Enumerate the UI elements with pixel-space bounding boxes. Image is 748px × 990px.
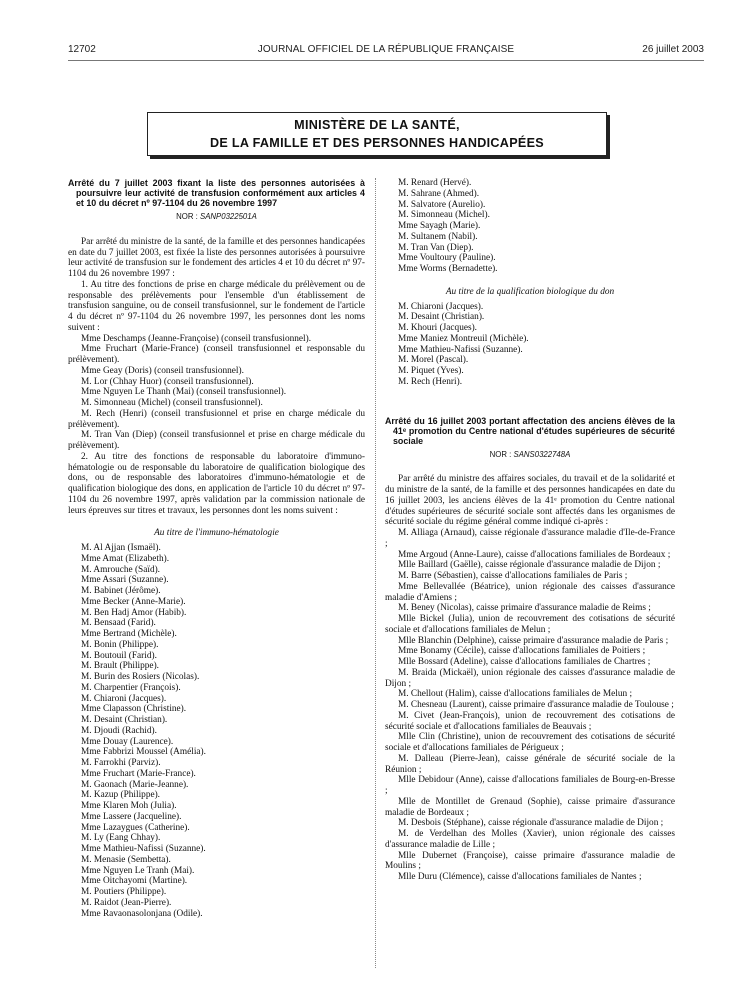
list-item: Mlle Blanchin (Delphine), caisse primaire d'assurance maladie de Paris ; — [398, 635, 669, 646]
list-item: Mlle Duru (Clémence), caisse d'allocations familiales de Nantes ; — [398, 872, 642, 882]
nor-code: SANS0322748A — [513, 449, 571, 459]
list-item: Mme Lassere (Jacqueline). — [81, 811, 182, 822]
list-item: Mme Fruchart (Marie-France). — [81, 768, 196, 779]
page-number: 12702 — [68, 44, 96, 55]
list-item: M. Al Ajjan (Ismaël). — [81, 543, 161, 553]
list-item: M. Chiaroni (Jacques). — [81, 693, 167, 704]
list-item: Mme Voultoury (Pauline). — [398, 253, 496, 264]
list-item: Mme Bellevallée (Béatrice), union régionale des caisses d'assurance maladie d'Amiens ; — [385, 581, 675, 603]
list-item: Mme Sayagh (Marie). — [398, 221, 481, 231]
list-item: M. Ly (Eang Chhay). — [81, 833, 161, 844]
list-item: Mlle Dubernet (Françoise), caisse primaire d'assurance maladie de Moulins ; — [385, 850, 675, 872]
list-item: M. Chesneau (Laurent), caisse primaire d'assurance maladie de Toulouse ; — [398, 700, 674, 710]
list-item: M. Farrokhi (Parviz). — [81, 758, 161, 768]
nor-reference — [385, 450, 675, 461]
list-item: M. Babinet (Jérôme). — [81, 586, 161, 596]
list-item: M. Chiaroni (Jacques). — [398, 301, 484, 312]
list-item: Mme Amat (Elizabeth). — [81, 553, 170, 564]
nor-reference — [68, 212, 365, 223]
list-item: M. Simonneau (Michel) (conseil transfusionnel). — [81, 398, 263, 408]
list-item: M. Alliaga (Arnaud), caisse régionale d'assurance maladie d'Ile-de-France ; — [385, 528, 675, 549]
list-item: M. Dalleau (Pierre-Jean), caisse générale de sécurité sociale de la Réunion ; — [385, 753, 675, 775]
arrete-intro: Par arrêté du ministre des affaires sociales, du travail et de la solidarité et du ministre de la santé, de la famille et des personnes handicapées en date du 16 juillet 2003, les anciens élèves de la 41ᵉ promotion du Centre national d'études supérieures de sécurité sociale sont affectés dans les organismes de sécurité sociale du régime général comme indiqué ci-après : — [385, 474, 675, 528]
list-item: Mme Argoud (Anne-Laure), caisse d'allocations familiales de Bordeaux ; — [398, 549, 671, 560]
left-column — [68, 178, 365, 919]
list-item: Mme Worms (Bernadette). — [398, 264, 498, 274]
list-item: Mme Lazaygues (Catherine). — [81, 822, 190, 833]
list-item: M. Menasie (Sembetta). — [81, 854, 171, 865]
immuno-list — [68, 543, 365, 919]
list-item: M. Boutouil (Farid). — [81, 650, 157, 661]
list-item: M. Desaint (Christian). — [398, 312, 485, 323]
list-item: M. Burin des Rosiers (Nicolas). — [81, 672, 200, 682]
list-item: Mme Ravaonasolonjana (Odile). — [81, 908, 203, 919]
list-item: M. Tran Van (Diep). — [398, 242, 474, 253]
list-item: Mme Nguyen Le Tranh (Mai). — [81, 865, 195, 876]
list-item: Mlle Debidour (Anne), caisse d'allocations familiales de Bourg-en-Bresse ; — [385, 775, 675, 796]
running-header — [68, 44, 704, 58]
list-item: Mme Fabbrizi Moussel (Amélia). — [81, 747, 206, 758]
list-item: M. Bonin (Philippe). — [81, 639, 159, 650]
list-item: Mme Deschamps (Jeanne-Françoise) (conseil transfusionnel). — [81, 333, 312, 344]
ministry-heading-box — [147, 112, 607, 156]
journal-title: JOURNAL OFFICIEL DE LA RÉPUBLIQUE FRANÇAISE — [257, 44, 515, 55]
list-item: M. Barre (Sébastien), caisse d'allocations familiales de Paris ; — [398, 571, 628, 581]
list-item: M. Morel (Pascal). — [398, 355, 469, 366]
list-item: M. Rech (Henri). — [398, 376, 463, 387]
section-1-intro: 1. Au titre des fonctions de prise en charge médicale du prélèvement ou de responsable des prélèvements pour l'ensemble d'un établissement de transfusion sanguine, ou de conseil transfusionnel, sur le fondement de l'article 4 du décret nº 97-1104 du 26 novembre 1997, les personnes dont les noms suivent : — [68, 279, 365, 333]
list-item: Mlle de Montillet de Grenaud (Sophie), caisse primaire d'assurance maladie de Bordeaux ; — [385, 796, 675, 818]
qualif-list — [385, 302, 675, 388]
list-item: M. Sultanem (Nabil). — [398, 231, 478, 242]
list-item: M. Poutiers (Philippe). — [81, 887, 167, 897]
list-item: Mme Bonamy (Cécile), caisse d'allocations familiales de Poitiers ; — [398, 646, 646, 657]
list-item: Mme Nguyen Le Thanh (Mai) (conseil transfusionnel). — [81, 387, 287, 398]
list-item: Mme Clapasson (Christine). — [81, 704, 187, 715]
list-item: M. Desbois (Stéphane), caisse régionale d'assurance maladie de Dijon ; — [398, 818, 664, 829]
list-item: M. Khouri (Jacques). — [398, 323, 478, 333]
list-item: M. Brault (Philippe). — [81, 661, 159, 672]
list-item: M. Beney (Nicolas), caisse primaire d'assurance maladie de Reims ; — [398, 603, 651, 614]
qualif-heading: Au titre de la qualification biologique du don — [445, 286, 615, 297]
list-item: Mlle Baillard (Gaëlle), caisse régionale d'assurance maladie de Dijon ; — [398, 560, 661, 571]
list-item: M. Gaonach (Marie-Jeanne). — [81, 779, 189, 790]
section-1-list — [68, 334, 365, 452]
arrete-intro: Par arrêté du ministre de la santé, de la famille et des personnes handicapées en date du 7 juillet 2003, est fixée la liste des personnes autorisées à poursuivre leur activité de transfusion sur le fondement des articles 4 et 10 du décret nº 97-1104 du 26 novembre 1997 : — [68, 236, 365, 279]
list-item: M. Simonneau (Michel). — [398, 210, 490, 221]
list-item: M. Chellout (Halim), caisse d'allocations familiales de Melun ; — [398, 689, 633, 700]
list-item: M. Desaint (Christian). — [81, 715, 168, 725]
list-item: M. Rech (Henri) (conseil transfusionnel et prise en charge médicale du prélèvement). — [68, 408, 365, 430]
ministry-title-line1: MINISTÈRE DE LA SANTÉ, — [294, 118, 460, 132]
list-item: Mme Klaren Moh (Julia). — [81, 801, 177, 811]
list-item: Mlle Bickel (Julia), union de recouvrement des cotisations de sécurité sociale et d'allocations familiales de Melun ; — [385, 614, 675, 635]
column-divider — [375, 178, 376, 968]
list-item: M. Ben Hadj Amor (Habib). — [81, 607, 187, 618]
list-item: Mme Oitchayomi (Martine). — [81, 876, 188, 887]
list-item: Mlle Clin (Christine), union de recouvrement des cotisations de sécurité sociale et d'allocations familiales de Périgueux ; — [385, 732, 675, 753]
list-item: Mme Fruchart (Marie-France) (conseil transfusionnel et responsable du prélèvement). — [68, 344, 365, 365]
nor-code: SANP0322501A — [200, 212, 257, 221]
list-item: M. Piquet (Yves). — [398, 366, 464, 376]
list-item: Mlle Bossard (Adeline), caisse d'allocations familiales de Chartres ; — [398, 657, 651, 667]
list-item: M. Bensaad (Farid). — [81, 618, 156, 629]
list-item: M. Salvatore (Aurelio). — [398, 199, 486, 210]
list-item: M. Charpentier (François). — [81, 682, 181, 693]
list-item: Mme Mathieu-Nafissi (Suzanne). — [81, 844, 206, 854]
list-item: M. Kazup (Philippe). — [81, 790, 161, 801]
ministry-title-line2: DE LA FAMILLE ET DES PERSONNES HANDICAPÉES — [209, 136, 544, 150]
list-item: M. Sahrane (Ahmed). — [398, 188, 480, 199]
list-item: M. de Verdelhan des Molles (Xavier), union régionale des caisses d'assurance maladie de Lille ; — [385, 829, 675, 850]
list-item: M. Djoudi (Rachid). — [81, 725, 157, 736]
list-item: M. Tran Van (Diep) (conseil transfusionnel et prise en charge médicale du prélèvement). — [68, 430, 365, 451]
list-item: M. Amrouche (Saïd). — [81, 564, 161, 575]
assignment-list — [385, 528, 675, 883]
issue-date: 26 juillet 2003 — [642, 44, 704, 55]
list-item: Mme Bertrand (Michèle). — [81, 629, 177, 639]
header-rule — [68, 60, 704, 61]
immuno-heading: Au titre de l'immuno-hématologie — [154, 528, 279, 539]
list-item: Mme Maniez Montreuil (Michèle). — [398, 333, 529, 344]
list-item: Mme Becker (Anne-Marie). — [81, 596, 186, 607]
list-item: M. Civet (Jean-François), union de recouvrement des cotisations de sécurité sociale et d'allocations familiales de Beauvais ; — [385, 710, 675, 732]
arrete-title: Arrêté du 16 juillet 2003 portant affectation des anciens élèves de la 41ᵉ promotion du Centre national d'études supérieures de sécurité sociale — [385, 415, 675, 446]
nor-label: NOR : — [489, 449, 512, 459]
list-item: Mme Geay (Doris) (conseil transfusionnel). — [81, 365, 244, 376]
list-item: Mme Assari (Suzanne). — [81, 575, 169, 586]
nor-label: NOR : — [176, 212, 198, 221]
list-item: Mme Mathieu-Nafissi (Suzanne). — [398, 344, 523, 355]
immuno-list-continued — [385, 178, 675, 275]
list-item: M. Raidot (Jean-Pierre). — [81, 897, 172, 908]
list-item: M. Braida (Mickaël), union régionale des caisses d'assurance maladie de Dijon ; — [385, 667, 675, 689]
list-item: M. Lor (Chhay Huor) (conseil transfusionnel). — [81, 376, 254, 387]
right-column — [385, 178, 675, 883]
section-2-intro: 2. Au titre des fonctions de responsable du laboratoire d'immuno-hématologie ou de responsable du laboratoire de qualification biologique des dons, ou de responsable des laboratoires d'immuno-hématologie et de qualification biologique des dons, en application de l'article 10 du décret nº 97-1104 du 26 novembre 1997, après validation par la commission nationale de leurs épreuves sur titres et travaux, les personnes dont les noms suivent : — [68, 451, 365, 516]
arrete-title: Arrêté du 7 juillet 2003 fixant la liste des personnes autorisées à poursuivre leur activité de transfusion conformément aux articles 4 et 10 du décret nº 97-1104 du 26 novembre 1997 — [68, 178, 365, 208]
list-item: Mme Douay (Laurence). — [81, 736, 174, 747]
list-item: M. Renard (Hervé). — [398, 178, 472, 188]
